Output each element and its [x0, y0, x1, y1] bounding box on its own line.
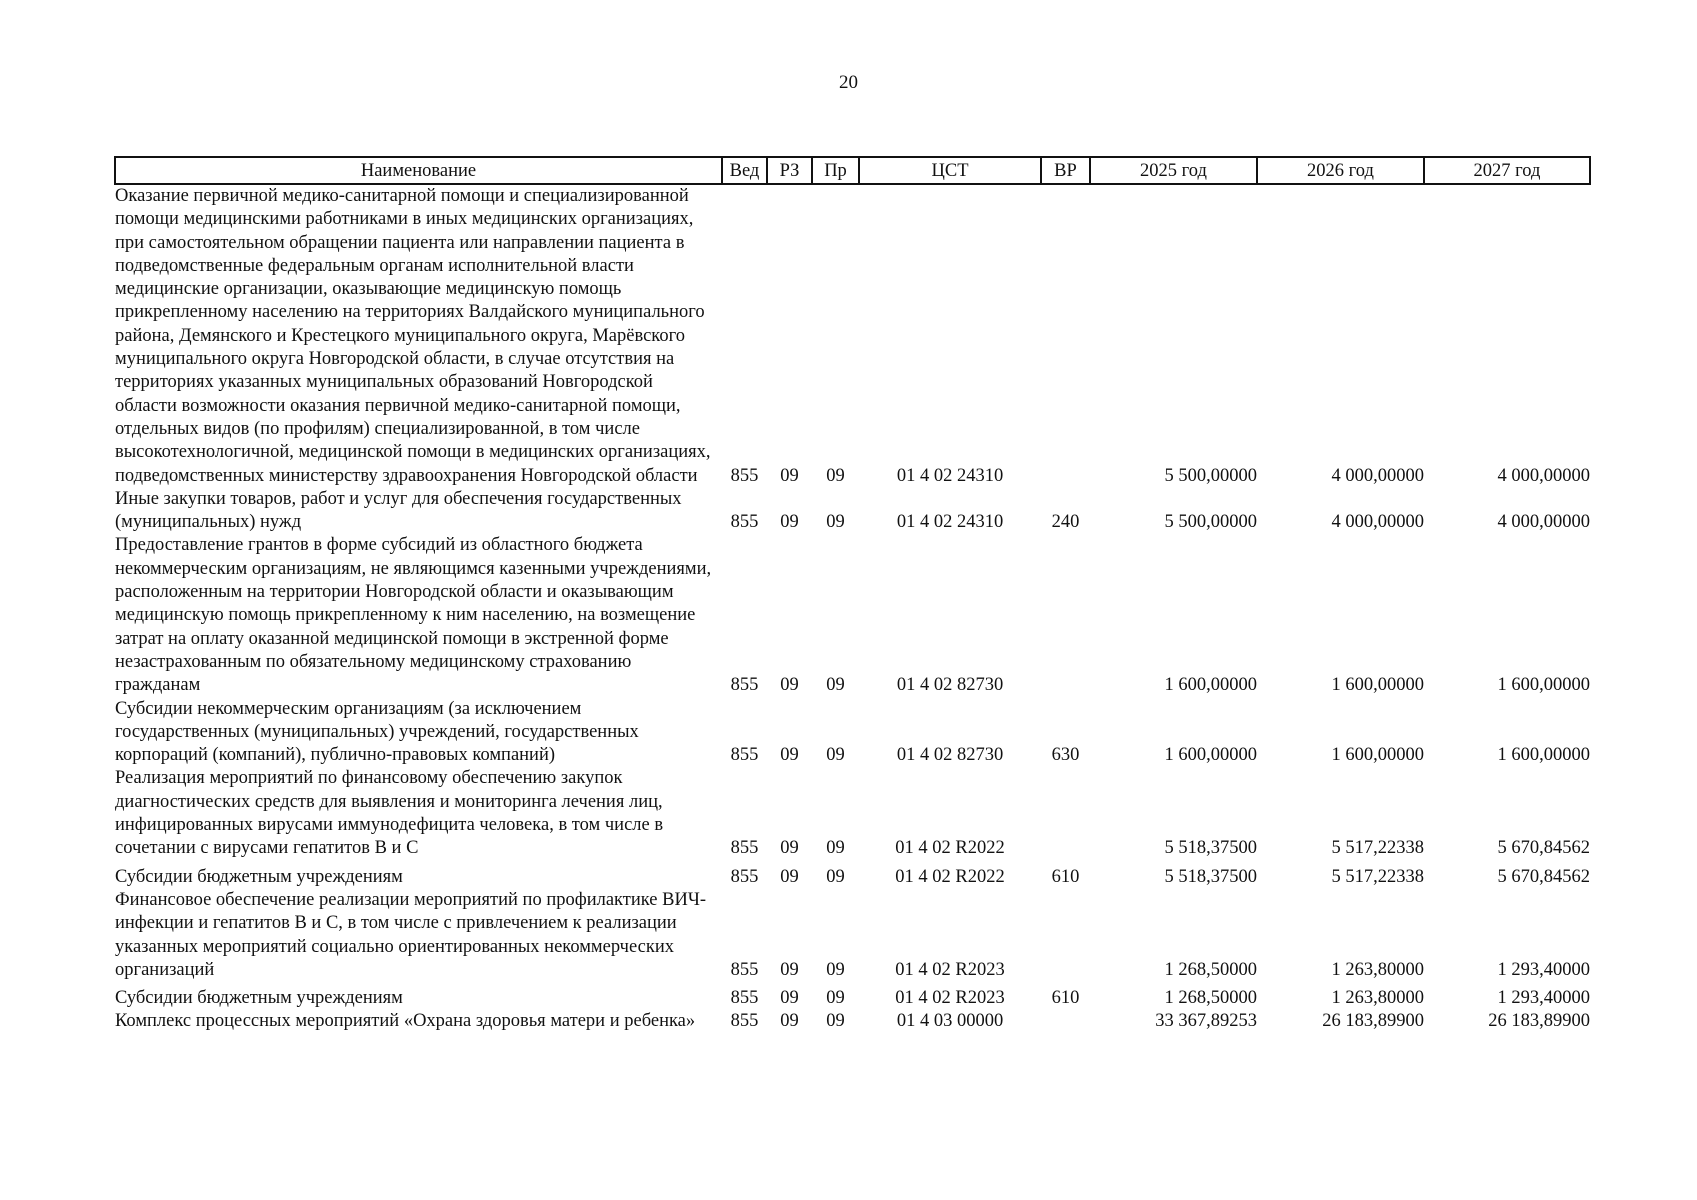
cell-2025: 33 367,89253	[1155, 1011, 1257, 1032]
cell-2026: 4 000,00000	[1331, 465, 1424, 486]
cell-2027: 1 600,00000	[1497, 745, 1590, 766]
cell-cst: 01 4 02 82730	[896, 675, 1004, 696]
cell-2026: 1 600,00000	[1331, 745, 1424, 766]
table-row	[115, 861, 1590, 889]
cell-name: Субсидии некоммерческим организациям (за исключением государственных (муниципальных) учреждений, государственных корпораций (компаний), публично-правовых компаний)	[115, 698, 639, 766]
page-number: 20	[839, 72, 858, 93]
cell-pr: 09	[826, 675, 845, 696]
cell-vr: 610	[1051, 988, 1080, 1009]
table-row	[115, 534, 1590, 697]
cell-vr: 610	[1051, 866, 1080, 887]
cell-pr: 09	[826, 866, 845, 887]
budget-table	[114, 156, 1591, 1034]
cell-rz: 09	[780, 675, 799, 696]
cell-2026: 1 263,80000	[1331, 988, 1424, 1009]
cell-rz: 09	[780, 465, 799, 486]
cell-pr: 09	[826, 1011, 845, 1032]
table-row	[115, 982, 1590, 1010]
cell-ved: 855	[730, 866, 759, 887]
cell-vr	[1041, 889, 1090, 982]
cell-2027: 26 183,89900	[1488, 1011, 1590, 1032]
cell-2027: 5 670,84562	[1497, 866, 1590, 887]
cell-name: Субсидии бюджетным учреждениям	[115, 866, 403, 887]
cell-ved: 855	[730, 465, 759, 486]
cell-2027: 1 293,40000	[1497, 959, 1590, 980]
header-2026: 2026 год	[1257, 157, 1424, 184]
cell-pr: 09	[826, 465, 845, 486]
cell-2026: 5 517,22338	[1331, 838, 1424, 859]
table-row	[115, 698, 1590, 768]
cell-cst: 01 4 02 24310	[896, 512, 1004, 533]
cell-name: Субсидии бюджетным учреждениям	[115, 988, 403, 1009]
cell-ved: 855	[730, 675, 759, 696]
table-body	[115, 184, 1590, 1034]
cell-name: Оказание первичной медико-санитарной помощи и специализированной помощи медицинскими работниками в иных медицинских организациях, при самостоятельном обращении пациента или направлении пациента в подведомственные федеральным органам исполнительной власти медицинские организации, оказывающие медицинскую помощь прикрепленному населению на территориях Валдайского муниципального района, Демянского и Крестецкого муниципального округа, Марёвского муниципального округа Новгородской области, в случае отсутствия на территориях указанных муниципальных образований Новгородской области возможности оказания первичной медико-санитарной помощи, отдельных видов (по профилям) специализированной, в том числе высокотехнологичной, медицинской помощи в медицинских организациях, подведомственных министерству здравоохранения Новгородской области	[115, 186, 711, 486]
cell-2027: 5 670,84562	[1497, 838, 1590, 859]
header-rz: РЗ	[767, 157, 812, 184]
cell-ved: 855	[730, 959, 759, 980]
cell-2027: 4 000,00000	[1497, 465, 1590, 486]
cell-cst: 01 4 03 00000	[896, 1011, 1004, 1032]
cell-2025: 1 600,00000	[1164, 675, 1257, 696]
cell-2025: 5 518,37500	[1164, 866, 1257, 887]
cell-name: Иные закупки товаров, работ и услуг для обеспечения государственных (муниципальных) нужд	[115, 488, 682, 533]
cell-2026: 4 000,00000	[1331, 512, 1424, 533]
table-row	[115, 1010, 1590, 1033]
cell-pr: 09	[826, 512, 845, 533]
cell-pr: 09	[826, 838, 845, 859]
cell-rz: 09	[780, 1011, 799, 1032]
cell-name: Предоставление грантов в форме субсидий из областного бюджета некоммерческим организациям, не являющимся казенными учреждениями, расположенным на территории Новгородской области и оказывающим медицинскую помощь прикрепленному к ним населению, на возмещение затрат на оплату оказанной медицинской помощи в экстренной форме незастрахованным по обязательному медицинскому страхованию гражданам	[115, 535, 712, 696]
table-row	[115, 767, 1590, 860]
cell-rz: 09	[780, 838, 799, 859]
cell-name: Комплекс процессных мероприятий «Охрана здоровья матери и ребенка»	[115, 1011, 696, 1032]
cell-cst: 01 4 02 R2022	[895, 866, 1005, 887]
table-row	[115, 889, 1590, 982]
header-cst: ЦСТ	[859, 157, 1041, 184]
cell-2027: 1 600,00000	[1497, 675, 1590, 696]
cell-vr	[1041, 184, 1090, 488]
header-2025: 2025 год	[1090, 157, 1257, 184]
cell-2026: 1 600,00000	[1331, 675, 1424, 696]
cell-ved: 855	[730, 745, 759, 766]
cell-pr: 09	[826, 745, 845, 766]
cell-rz: 09	[780, 959, 799, 980]
cell-2027: 4 000,00000	[1497, 512, 1590, 533]
header-row	[115, 157, 1590, 184]
header-name: Наименование	[115, 157, 722, 184]
cell-name: Финансовое обеспечение реализации мероприятий по профилактике ВИЧ-инфекции и гепатитов B и C, в том числе с привлечением к реализации указанных мероприятий социально ориентированных некоммерческих организаций	[115, 889, 707, 980]
cell-rz: 09	[780, 512, 799, 533]
cell-rz: 09	[780, 745, 799, 766]
cell-2026: 1 263,80000	[1331, 959, 1424, 980]
cell-ved: 855	[730, 838, 759, 859]
cell-cst: 01 4 02 R2023	[895, 959, 1005, 980]
cell-cst: 01 4 02 82730	[896, 745, 1004, 766]
header-2027: 2027 год	[1424, 157, 1590, 184]
cell-vr	[1041, 767, 1090, 860]
cell-rz: 09	[780, 866, 799, 887]
header-vr: ВР	[1041, 157, 1090, 184]
cell-2025: 5 518,37500	[1164, 838, 1257, 859]
cell-vr	[1041, 1010, 1090, 1033]
cell-rz: 09	[780, 988, 799, 1009]
cell-2025: 1 600,00000	[1164, 745, 1257, 766]
cell-ved: 855	[730, 512, 759, 533]
cell-ved: 855	[730, 988, 759, 1009]
header-pr: Пр	[812, 157, 859, 184]
cell-pr: 09	[826, 988, 845, 1009]
cell-2026: 5 517,22338	[1331, 866, 1424, 887]
cell-vr	[1041, 534, 1090, 697]
cell-pr: 09	[826, 959, 845, 980]
cell-vr: 630	[1051, 745, 1080, 766]
cell-2026: 26 183,89900	[1322, 1011, 1424, 1032]
cell-cst: 01 4 02 R2022	[895, 838, 1005, 859]
cell-cst: 01 4 02 24310	[896, 465, 1004, 486]
cell-2025: 1 268,50000	[1164, 959, 1257, 980]
cell-2025: 1 268,50000	[1164, 988, 1257, 1009]
cell-2025: 5 500,00000	[1164, 512, 1257, 533]
header-ved: Вед	[722, 157, 767, 184]
cell-vr: 240	[1051, 512, 1080, 533]
cell-2025: 5 500,00000	[1164, 465, 1257, 486]
cell-name: Реализация мероприятий по финансовому обеспечению закупок диагностических средств для выявления и мониторинга лечения лиц, инфицированных вирусами иммунодефицита человека, в том числе в сочетании с вирусами гепатитов B и C	[115, 768, 664, 859]
cell-ved: 855	[730, 1011, 759, 1032]
cell-2027: 1 293,40000	[1497, 988, 1590, 1009]
table-row	[115, 184, 1590, 488]
table-row	[115, 488, 1590, 535]
cell-cst: 01 4 02 R2023	[895, 988, 1005, 1009]
table-header	[115, 157, 1590, 184]
